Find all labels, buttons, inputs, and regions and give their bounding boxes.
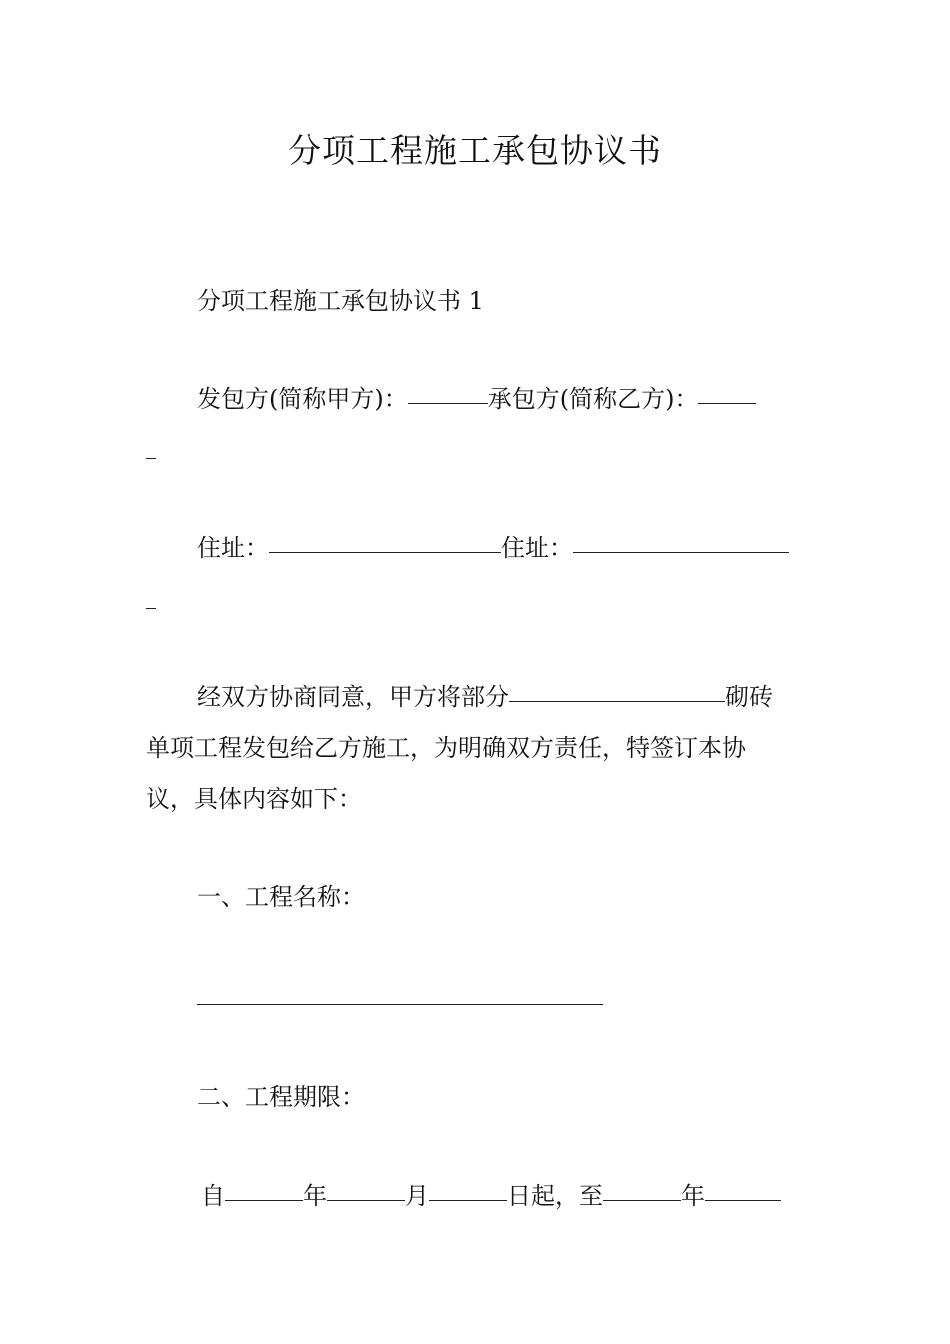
intro-line-1-start: 经双方协商同意，甲方将部分 (197, 683, 509, 711)
document-title: 分项工程施工承包协议书 (288, 131, 662, 170)
start-month-blank (327, 1178, 405, 1201)
address-a-blank (269, 530, 501, 553)
address-line (197, 531, 789, 565)
intro-line-1-end: 砌砖 (725, 683, 773, 711)
section-1-heading: 一、工程名称： (197, 883, 365, 911)
contractor-blank-continuation (146, 458, 156, 459)
period-year-1: 年 (303, 1182, 327, 1210)
start-day-blank (429, 1178, 507, 1201)
project-name-blank (197, 1004, 603, 1005)
intro-line-2: 单项工程发包给乙方施工，为明确双方责任，特签订本协 (146, 734, 746, 762)
period-line (201, 1179, 781, 1213)
employer-blank (408, 381, 488, 404)
contractor-label: 承包方(简称乙方)： (487, 385, 699, 413)
period-month-1: 月 (405, 1182, 429, 1210)
work-scope-blank (509, 679, 725, 702)
address-b-blank (573, 530, 789, 553)
intro-line-1 (197, 680, 773, 714)
period-from: 自 (201, 1182, 225, 1210)
end-year-blank (603, 1178, 681, 1201)
section-2-heading: 二、工程期限： (197, 1083, 365, 1111)
address-b-blank-continuation (146, 608, 156, 609)
start-year-blank (225, 1178, 303, 1201)
contractor-blank (698, 381, 756, 404)
address-a-label: 住址： (197, 534, 269, 562)
employer-label: 发包方(简称甲方)： (197, 385, 408, 413)
section-subtitle: 分项工程施工承包协议书 1 (197, 287, 484, 315)
end-month-blank (705, 1178, 781, 1201)
period-day-start: 日起，至 (507, 1182, 603, 1210)
period-year-2: 年 (681, 1182, 705, 1210)
intro-line-3: 议，具体内容如下： (146, 785, 362, 813)
parties-line (197, 382, 756, 416)
address-b-label: 住址： (501, 534, 573, 562)
